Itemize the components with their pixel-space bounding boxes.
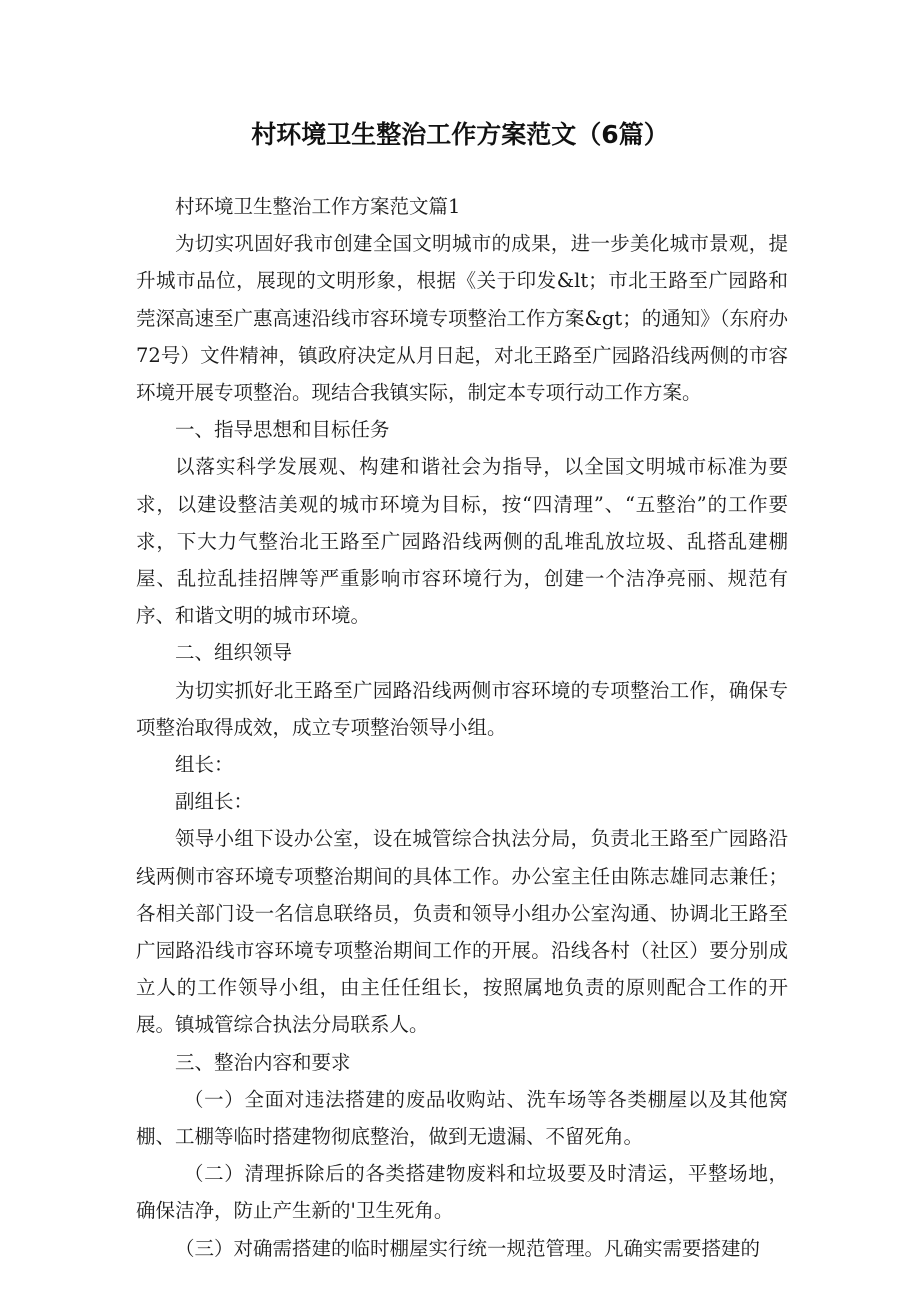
body-paragraph: 为切实抓好北王路至广园路沿线两侧市容环境的专项整治工作，确保专项整治取得成效，成立专项整治领导小组。	[136, 678, 788, 739]
section-heading: 一、指导思想和目标任务	[175, 418, 390, 442]
list-item: （二）清理拆除后的各类搭建物废料和垃圾要及时清运，平整场地，确保洁净，防止产生新的'卫生死角。	[136, 1162, 788, 1223]
list-item: （一）全面对违法搭建的废品收购站、洗车场等各类棚屋以及其他窝棚、工棚等临时搭建物彻底整治，做到无遗漏、不留死角。	[136, 1087, 788, 1149]
section-heading: 村环境卫生整治工作方案范文篇1	[175, 195, 461, 218]
body-paragraph: 领导小组下设办公室，设在城管综合执法分局，负责北王路至广园路沿线两侧市容环境专项整治期间的具体工作。办公室主任由陈志雄同志兼任；各相关部门设一名信息联络员，负责和领导小组办公室沟通、协调北王路至广园路沿线市容环境专项整治期间工作的开展。沿线各村（社区）要分别成立人的工作领导小组，由主任任组长，按照属地负责的原则配合工作的开展。镇城管综合执法分局联系人。	[136, 827, 788, 1037]
body-paragraph: 组长：	[175, 753, 234, 777]
body-paragraph: 副组长：	[175, 790, 254, 814]
section-heading: 二、组织领导	[175, 641, 293, 665]
body-paragraph: 为切实巩固好我市创建全国文明城市的成果，进一步美化城市景观，提升城市品位，展现的文明形象，根据《关于印发&lt；市北王路至广园路和莞深高速至广惠高速沿线市容环境专项整治工作方案&gt；的通知》（东府办72号）文件精神，镇政府决定从月日起，对北王路至广园路沿线两侧的市容环境开展专项整治。现结合我镇实际，制定本专项行动工作方案。	[136, 232, 788, 405]
body-paragraph: 以落实科学发展观、构建和谐社会为指导，以全国文明城市标准为要求，以建设整洁美观的城市环境为目标，按“四清理”、“五整治”的工作要求，下大力气整治北王路至广园路沿线两侧的乱堆乱放垃圾、乱搭乱建棚屋、乱拉乱挂招牌等严重影响市容环境行为，创建一个洁净亮丽、规范有序、和谐文明的城市环境。	[136, 455, 788, 628]
list-item: （三）对确需搭建的临时棚屋实行统一规范管理。凡确实需要搭建的	[175, 1236, 761, 1260]
document-body	[136, 188, 788, 1267]
section-heading: 三、整治内容和要求	[175, 1050, 351, 1074]
document-title: 村环境卫生整治工作方案范文（6篇）	[251, 120, 669, 149]
